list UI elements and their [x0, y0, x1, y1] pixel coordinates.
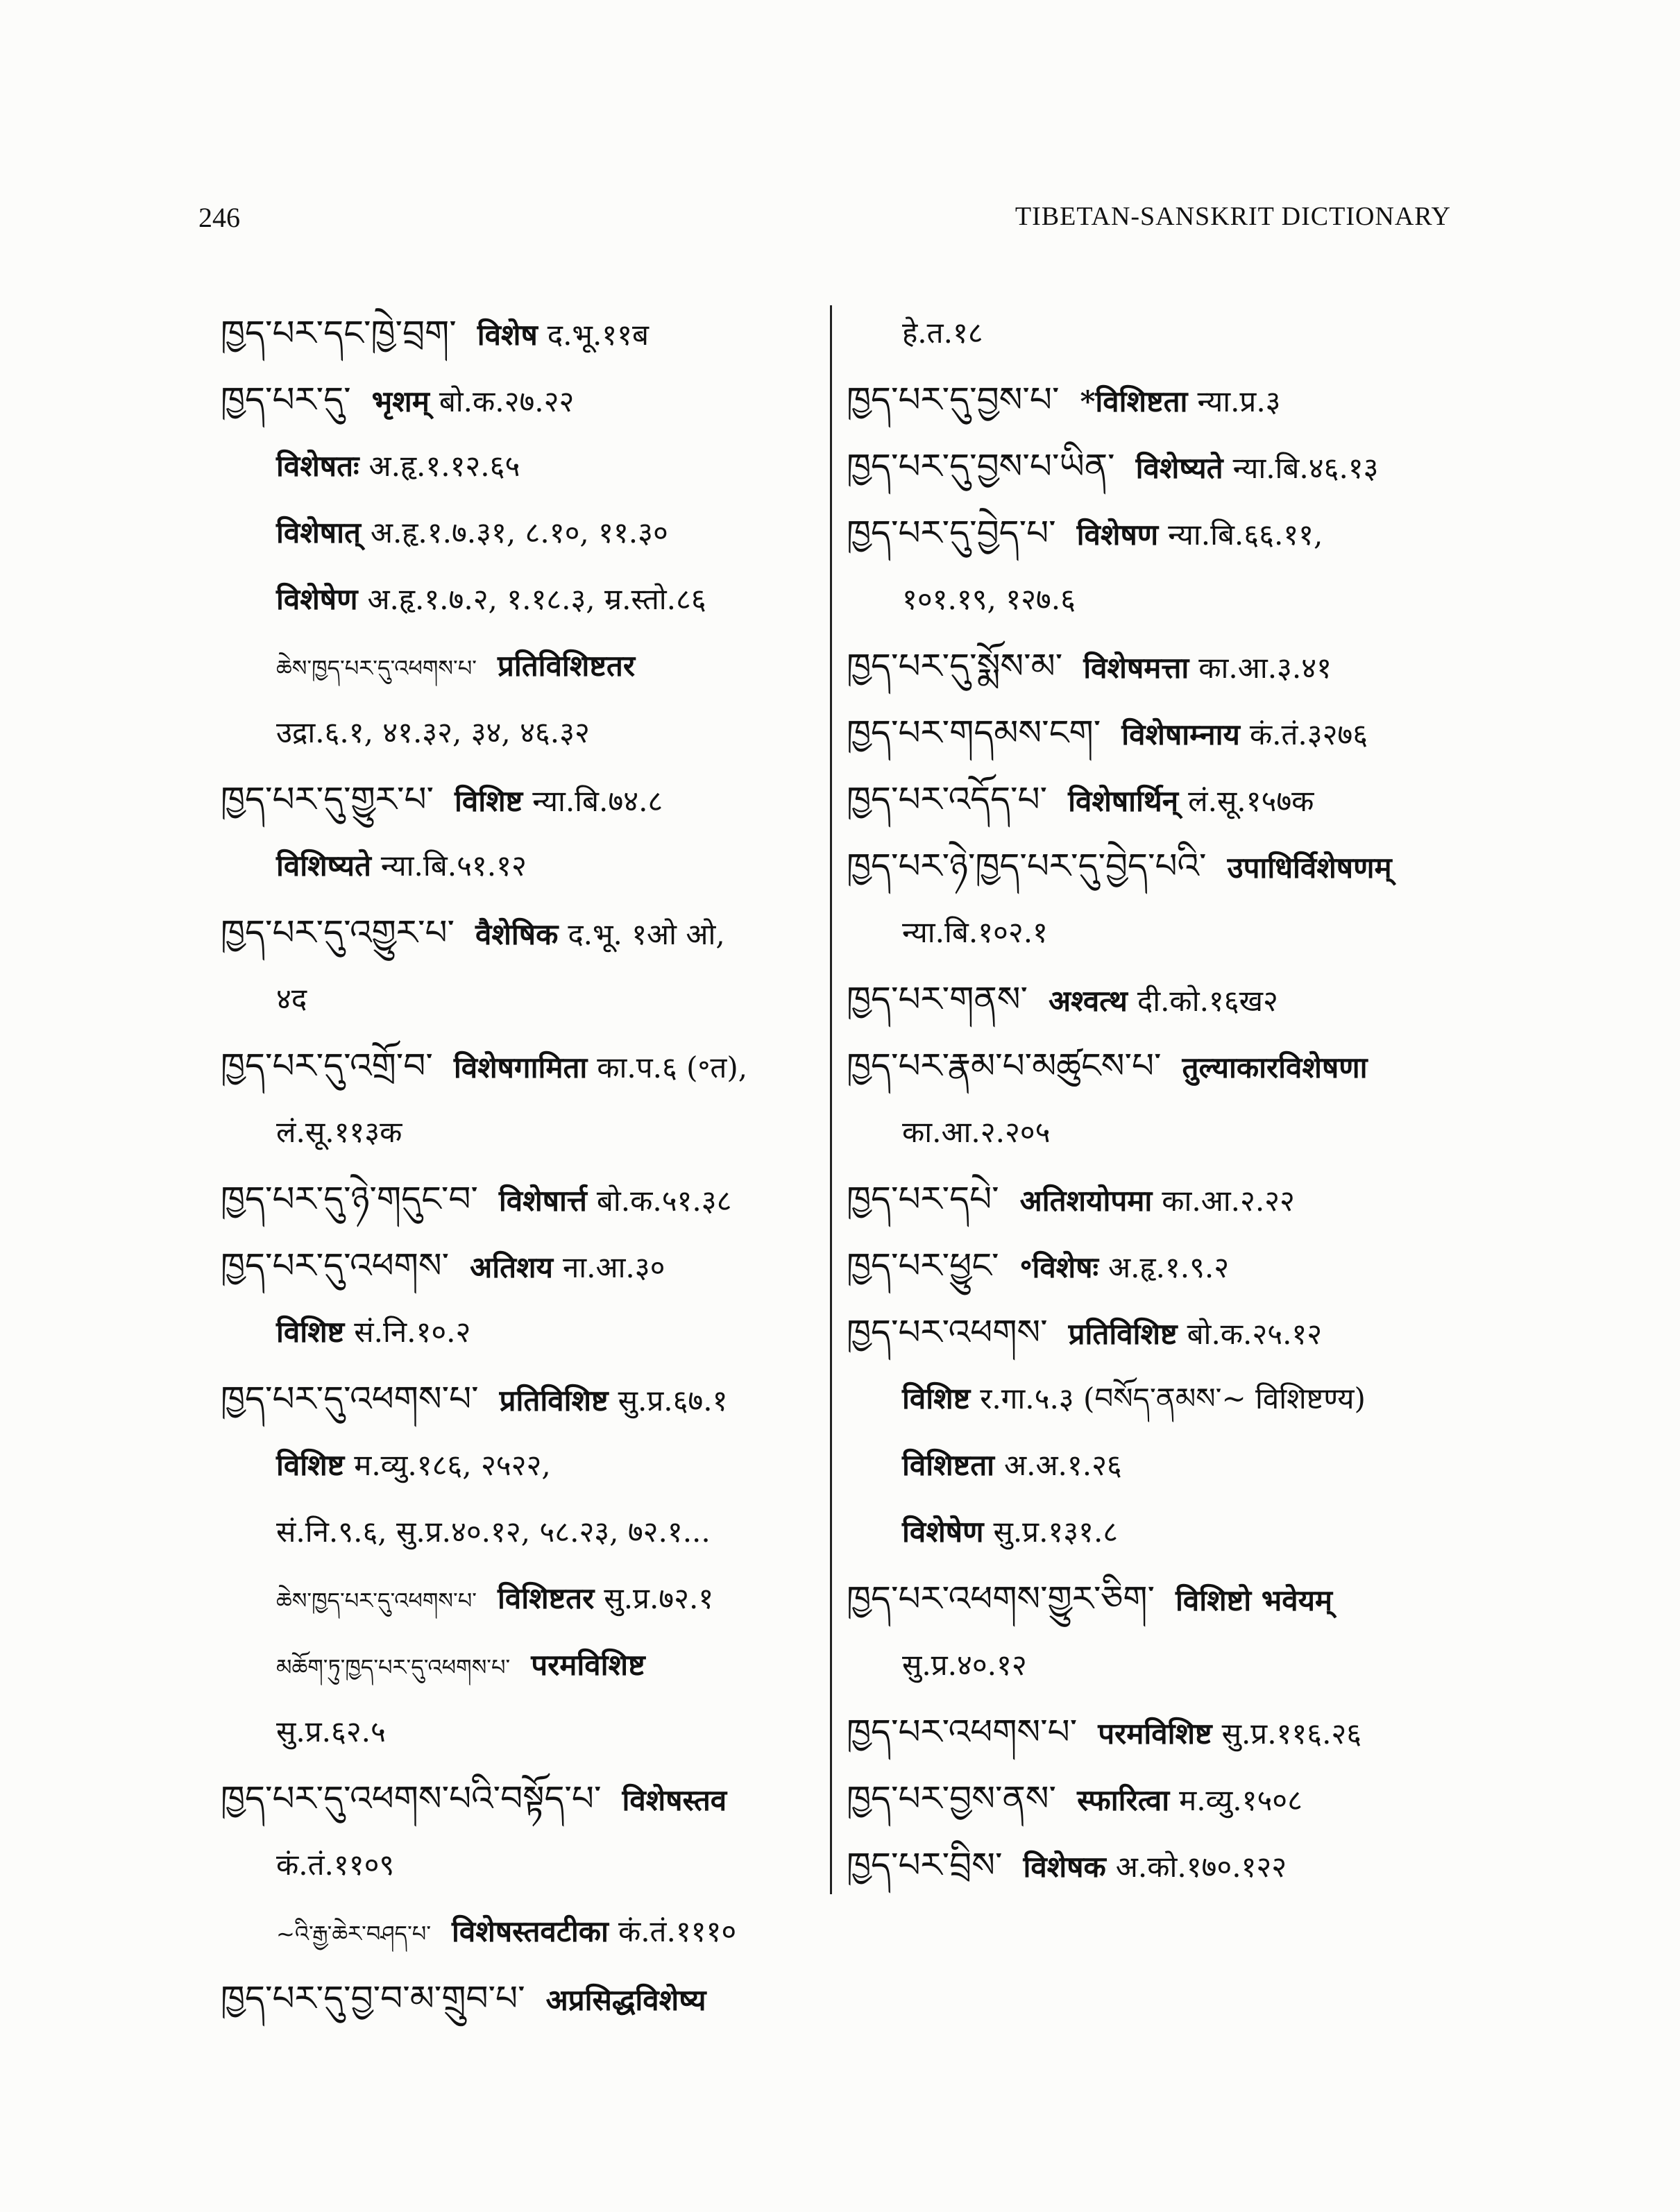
source-reference: द.भू. १ओ ओ, [568, 917, 725, 951]
sanskrit-equivalent: विशेषेण [902, 1515, 984, 1549]
dictionary-line [847, 633, 1471, 699]
dictionary-line [847, 1032, 1471, 1099]
dictionary-line [221, 633, 831, 699]
source-reference: द.भू.११ब [547, 318, 649, 352]
sanskrit-equivalent: अप्रसिद्धविशेष्य [545, 1983, 706, 2017]
source-reference: बो.क.५१.३८ [596, 1184, 732, 1218]
source-reference: म.व्यु.१५०८ [1179, 1783, 1303, 1817]
source-reference: न्या.बि.१०२.१ [902, 915, 1048, 949]
dictionary-line [221, 899, 831, 966]
sanskrit-equivalent: विशेषार्त्त [498, 1184, 587, 1218]
tibetan-headword: ཁྱད་པར་ཕྱུང་ [847, 1245, 999, 1286]
source-reference: ना.आ.३० [562, 1250, 665, 1284]
tibetan-headword: ཁྱད་པར་འདོད་པ་ [847, 779, 1048, 819]
tibetan-headword: ཁྱད་པར་དུ་ [221, 380, 351, 420]
sanskrit-equivalent: स्फारित्वा [1077, 1783, 1170, 1817]
tibetan-headword: ཁྱད་པར་དུ་སྨོས་མ་ [847, 646, 1063, 686]
sanskrit-equivalent: विशेषण [1076, 518, 1159, 552]
source-reference: सु.प्र.४०.१२ [902, 1648, 1027, 1682]
source-reference: सु.प्र.११६.२६ [1221, 1717, 1362, 1751]
dictionary-line [221, 1565, 831, 1632]
sanskrit-equivalent: प्रतिविशिष्ट [1068, 1317, 1178, 1351]
sanskrit-equivalent: विशेषतः [276, 449, 359, 483]
tibetan-headword: མཆོག་ཏུ་ཁྱད་པར་དུ་འཕགས་པ་ [276, 1654, 511, 1681]
dictionary-line [221, 1965, 831, 2032]
dictionary-line [221, 1499, 831, 1565]
tibetan-headword: ཁྱད་པར་དུ་འགྱུར་པ་ [221, 912, 455, 953]
tibetan-headword: ཁྱད་པར་དུ་བྱས་པ་ [847, 380, 1060, 420]
tibetan-headword: ཁྱད་པར་དུ་འཕགས་པའི་བསྟོད་པ་ [221, 1778, 602, 1819]
tibetan-headword: ~འི་རྒྱ་ཆེར་བཤད་པ་ [276, 1921, 432, 1947]
dictionary-line [221, 1366, 831, 1432]
source-reference: कं.तं.३२७६ [1249, 717, 1368, 751]
dictionary-line [847, 1765, 1471, 1832]
source-reference: बो.क.२५.१२ [1187, 1317, 1323, 1351]
tibetan-headword: ཁྱད་པར་དུ་འཕགས་པ་ [221, 1379, 479, 1419]
dictionary-line [221, 433, 831, 500]
dictionary-line [847, 1832, 1471, 1898]
source-reference: कं.तं.११०९ [276, 1848, 395, 1882]
sanskrit-equivalent: विशेषस्तवटीका [452, 1914, 609, 1948]
sanskrit-equivalent: विशेष्यते [1135, 451, 1223, 485]
dictionary-line [221, 766, 831, 833]
dictionary-line [221, 366, 831, 433]
sanskrit-equivalent: तुल्याकारविशेषणा [1182, 1050, 1368, 1084]
dictionary-line [847, 966, 1471, 1032]
sanskrit-equivalent: प्रतिविशिष्ट [499, 1384, 609, 1418]
left-column [221, 300, 831, 2032]
dictionary-line [221, 1832, 831, 1898]
sanskrit-equivalent: परमविशिष्ट [531, 1648, 645, 1682]
source-reference: अ.हृ.१.७.२, १.१८.३, म्र.स्तो.८६ [367, 582, 706, 616]
source-reference: का.आ.२.२२ [1162, 1184, 1295, 1218]
dictionary-line [847, 1099, 1471, 1166]
dictionary-line [221, 1765, 831, 1832]
source-reference: १०१.१९, १२७.६ [902, 582, 1076, 616]
source-reference: उद्रा.६.१, ४१.३२, ३४, ४६.३२ [276, 715, 590, 749]
source-reference: का.आ.३.४१ [1198, 651, 1332, 685]
dictionary-line [847, 1299, 1471, 1366]
dictionary-line [221, 1898, 831, 1965]
tibetan-headword: ཁྱད་པར་བྱས་ནས་ [847, 1778, 1057, 1819]
source-reference: सु.प्र.७२.१ [604, 1581, 714, 1615]
tibetan-headword: ཁྱད་པར་དང་ཁྱེ་བྲག་ [221, 313, 457, 353]
tibetan-headword: ཁྱད་པར་དཔེ་ [847, 1179, 999, 1219]
dictionary-line [221, 833, 831, 899]
dictionary-line [847, 1366, 1471, 1432]
sanskrit-equivalent: विशेष [477, 318, 538, 352]
tibetan-headword: ཁྱད་པར་གནས་ [847, 979, 1028, 1019]
source-reference: न्या.प्र.३ [1197, 384, 1281, 418]
sanskrit-equivalent: विशेषमत्ता [1083, 651, 1189, 685]
dictionary-line [847, 1699, 1471, 1765]
source-reference: अ.अ.१.२६ [1004, 1448, 1122, 1482]
source-reference: का.प.६ (॰त), [597, 1050, 748, 1084]
tibetan-headword: ཁྱད་པར་དུ་གྱུར་པ་ [221, 779, 434, 819]
source-reference: लं.सू.१५७क [1188, 784, 1314, 818]
dictionary-line [221, 1432, 831, 1499]
sanskrit-equivalent: विशिष्टो भवेयम् [1176, 1583, 1333, 1617]
dictionary-line [847, 899, 1471, 966]
source-reference: अ.हृ.१.९.२ [1108, 1250, 1230, 1284]
dictionary-line [847, 366, 1471, 433]
source-reference: सु.प्र.६७.१ [618, 1384, 728, 1418]
sanskrit-equivalent: परमविशिष्ट [1098, 1717, 1212, 1751]
source-reference: अ.को.१७०.१२२ [1115, 1850, 1287, 1884]
sanskrit-equivalent: विशेषाम्नाय [1121, 717, 1240, 751]
dictionary-line [221, 1032, 831, 1099]
sanskrit-equivalent: विशिष्टता [902, 1448, 995, 1482]
source-reference: अ.हृ.१.७.३१, ८.१०, ११.३० [370, 516, 668, 550]
dictionary-line [221, 966, 831, 1032]
dictionary-line [221, 1632, 831, 1699]
dictionary-line [847, 1232, 1471, 1299]
dictionary-line [221, 300, 831, 366]
dictionary-line [847, 1565, 1471, 1632]
tibetan-headword: ཁྱད་པར་བྲིས་ [847, 1845, 1003, 1885]
column-divider [830, 305, 832, 1894]
page-number: 246 [198, 202, 240, 233]
sanskrit-equivalent: विशेषगामिता [453, 1050, 588, 1084]
tibetan-headword: ཆེས་ཁྱད་པར་དུ་འཕགས་པ་ [276, 1588, 477, 1614]
sanskrit-equivalent: अतिशयोपमा [1019, 1184, 1153, 1218]
source-reference: न्या.बि.७४.८ [532, 784, 663, 818]
sanskrit-equivalent: वैशेषिक [475, 917, 559, 951]
tibetan-headword: ཁྱད་པར་འཕགས་པ་ [847, 1712, 1078, 1752]
sanskrit-equivalent: विशिष्टतर [497, 1581, 595, 1615]
sanskrit-equivalent: विशेषेण [276, 582, 358, 616]
tibetan-headword: ཁྱད་པར་དུ་འཕགས་ [221, 1245, 450, 1286]
dictionary-line [847, 699, 1471, 766]
dictionary-line [221, 1699, 831, 1765]
dictionary-line [221, 699, 831, 766]
dictionary-line [847, 566, 1471, 633]
dictionary-line [847, 833, 1471, 899]
tibetan-headword: ཆེས་ཁྱད་པར་དུ་འཕགས་པ་ [276, 655, 477, 681]
tibetan-headword: ཁྱད་པར་དུ་བྱེད་པ་ [847, 513, 1056, 553]
source-reference: हे.त.१८ [902, 316, 983, 350]
sanskrit-equivalent: भृशम् [371, 384, 430, 418]
dictionary-line [221, 1232, 831, 1299]
source-reference: न्या.बि.५१.१२ [380, 849, 527, 883]
source-reference: न्या.बि.६६.११, [1168, 518, 1323, 552]
sanskrit-equivalent: विशेषक [1023, 1850, 1106, 1884]
dictionary-line [221, 1299, 831, 1366]
source-reference: र.गा.५.३ (བསོད་ནམས་~ विशिष्टण्य) [980, 1381, 1366, 1415]
source-reference: सं.नि.९.६, सु.प्र.४०.१२, ५८.२३, ७२.१... [276, 1515, 711, 1549]
sanskrit-equivalent: *विशिष्टता [1080, 384, 1188, 418]
sanskrit-equivalent: ॰विशेषः [1019, 1250, 1099, 1284]
dictionary-line [847, 766, 1471, 833]
dictionary-line [847, 1632, 1471, 1699]
dictionary-line [221, 1166, 831, 1232]
sanskrit-equivalent: विशिष्ट [276, 1448, 345, 1482]
tibetan-headword: ཁྱད་པར་དུ་ཉེ་གདུང་བ་ [221, 1179, 478, 1219]
source-reference: का.आ.२.२०५ [902, 1115, 1051, 1149]
dictionary-line [847, 300, 1471, 366]
tibetan-headword: ཁྱད་པར་དུ་འགྲོ་བ་ [221, 1046, 433, 1086]
tibetan-headword: ཁྱད་པར་ཉེ་ཁྱད་པར་དུ་བྱེད་པའི་ [847, 846, 1207, 886]
sanskrit-equivalent: अश्वत्थ [1048, 984, 1128, 1018]
dictionary-line [847, 500, 1471, 566]
sanskrit-equivalent: विशेषार्थिन् [1068, 784, 1179, 818]
right-column [847, 300, 1471, 1898]
source-reference: न्या.बि.४६.१३ [1232, 451, 1379, 485]
source-reference: ४द [276, 982, 307, 1016]
tibetan-headword: ཁྱད་པར་གདམས་ངག་ [847, 713, 1101, 753]
source-reference: सु.प्र.१३१.८ [993, 1515, 1119, 1549]
dictionary-line [847, 1432, 1471, 1499]
dictionary-line [221, 500, 831, 566]
sanskrit-equivalent: प्रतिविशिष्टतर [497, 649, 635, 683]
tibetan-headword: ཁྱད་པར་དུ་བྱ་བ་མ་གྲུབ་པ་ [221, 1978, 525, 2018]
source-reference: दी.को.१६ख२ [1137, 984, 1278, 1018]
running-head: TIBETAN-SANSKRIT DICTIONARY [1015, 202, 1451, 231]
sanskrit-equivalent: विशिष्ट [455, 784, 523, 818]
source-reference: म.व्यु.१८६, २५२२, [354, 1448, 551, 1482]
sanskrit-equivalent: विशिष्ट [902, 1381, 971, 1415]
source-reference: बो.क.२७.२२ [439, 384, 575, 418]
source-reference: सं.नि.१०.२ [354, 1315, 471, 1349]
sanskrit-equivalent: विशिष्यते [276, 849, 371, 883]
dictionary-line [847, 1166, 1471, 1232]
sanskrit-equivalent: विशेषस्तव [622, 1783, 727, 1817]
source-reference: अ.हृ.१.१२.६५ [368, 449, 520, 483]
tibetan-headword: ཁྱད་པར་རྣམ་པ་མཚུངས་པ་ [847, 1046, 1162, 1086]
dictionary-line [847, 1499, 1471, 1565]
sanskrit-equivalent: अतिशय [470, 1250, 553, 1284]
source-reference: कं.तं.१११० [618, 1914, 737, 1948]
source-reference: सु.प्र.६२.५ [276, 1715, 386, 1749]
tibetan-headword: ཁྱད་པར་འཕགས་ [847, 1312, 1048, 1352]
sanskrit-equivalent: विशेषात् [276, 516, 361, 550]
dictionary-line [221, 566, 831, 633]
sanskrit-equivalent: उपाधिर्विशेषणम् [1227, 851, 1392, 885]
dictionary-line [847, 433, 1471, 500]
dictionary-line [221, 1099, 831, 1166]
tibetan-headword: ཁྱད་པར་འཕགས་གྱུར་ཅིག་ [847, 1579, 1155, 1619]
source-reference: लं.सू.११३क [276, 1115, 402, 1149]
tibetan-headword: ཁྱད་པར་དུ་བྱས་པ་ཡིན་ [847, 446, 1115, 486]
sanskrit-equivalent: विशिष्ट [276, 1315, 345, 1349]
